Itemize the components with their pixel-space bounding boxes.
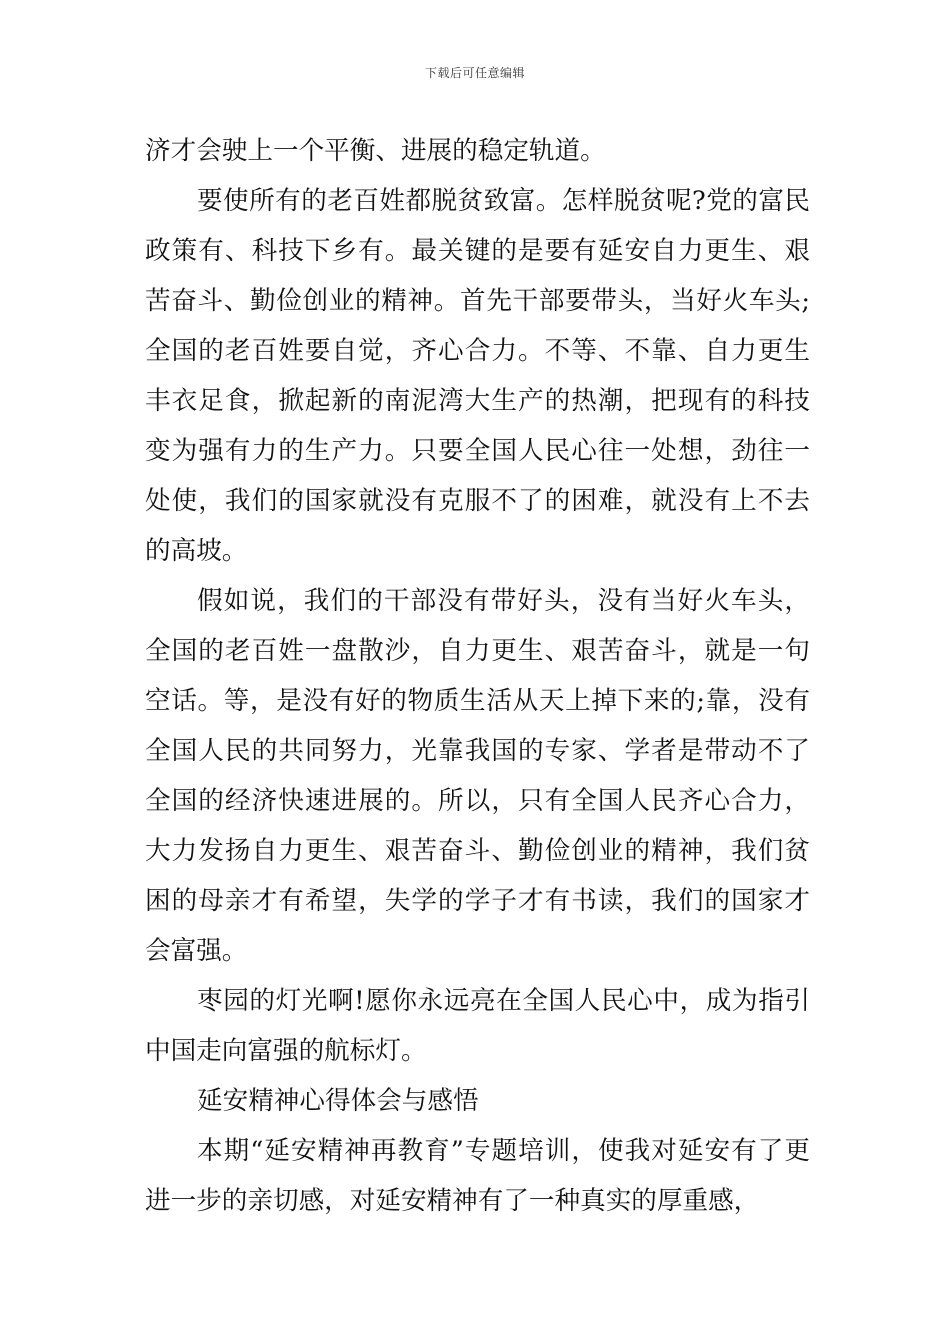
document-body [145, 126, 810, 1226]
paragraph-4: 枣园的灯光啊!愿你永远亮在全国人民心中，成为指引中国走向富强的航标灯。 [145, 986, 810, 1066]
section-heading: 延安精神心得体会与感悟 [197, 1086, 479, 1116]
paragraph-3: 假如说，我们的干部没有带好头，没有当好火车头，全国的老百姓一盘散沙，自力更生、艰苦奋斗，就是一句空话。等，是没有好的物质生活从天上掉下来的;靠，没有全国人民的共同努力，光靠我国的专家、学者是带动不了全国的经济快速进展的。所以，只有全国人民齐心合力，大力发扬自力更生、艰苦奋斗、勤俭创业的精神，我们贫困的母亲才有希望，失学的学子才有书读，我们的国家才会富强。 [145, 586, 810, 966]
page-header-note: 下载后可任意编辑 [424, 66, 525, 80]
paragraph-5: 本期“延安精神再教育”专题培训，使我对延安有了更进一步的亲切感，对延安精神有了一种真实的厚重感， [145, 1136, 810, 1216]
paragraph-1: 济才会驶上一个平衡、进展的稳定轨道。 [145, 136, 606, 166]
paragraph-2: 要使所有的老百姓都脱贫致富。怎样脱贫呢?党的富民政策有、科技下乡有。最关键的是要有延安自力更生、艰苦奋斗、勤俭创业的精神。首先干部要带头，当好火车头;全国的老百姓要自觉，齐心合力。不等、不靠、自力更生丰衣足食，掀起新的南泥湾大生产的热潮，把现有的科技变为强有力的生产力。只要全国人民心往一处想，劲往一处使，我们的国家就没有克服不了的困难，就没有上不去的高坡。 [145, 186, 810, 566]
